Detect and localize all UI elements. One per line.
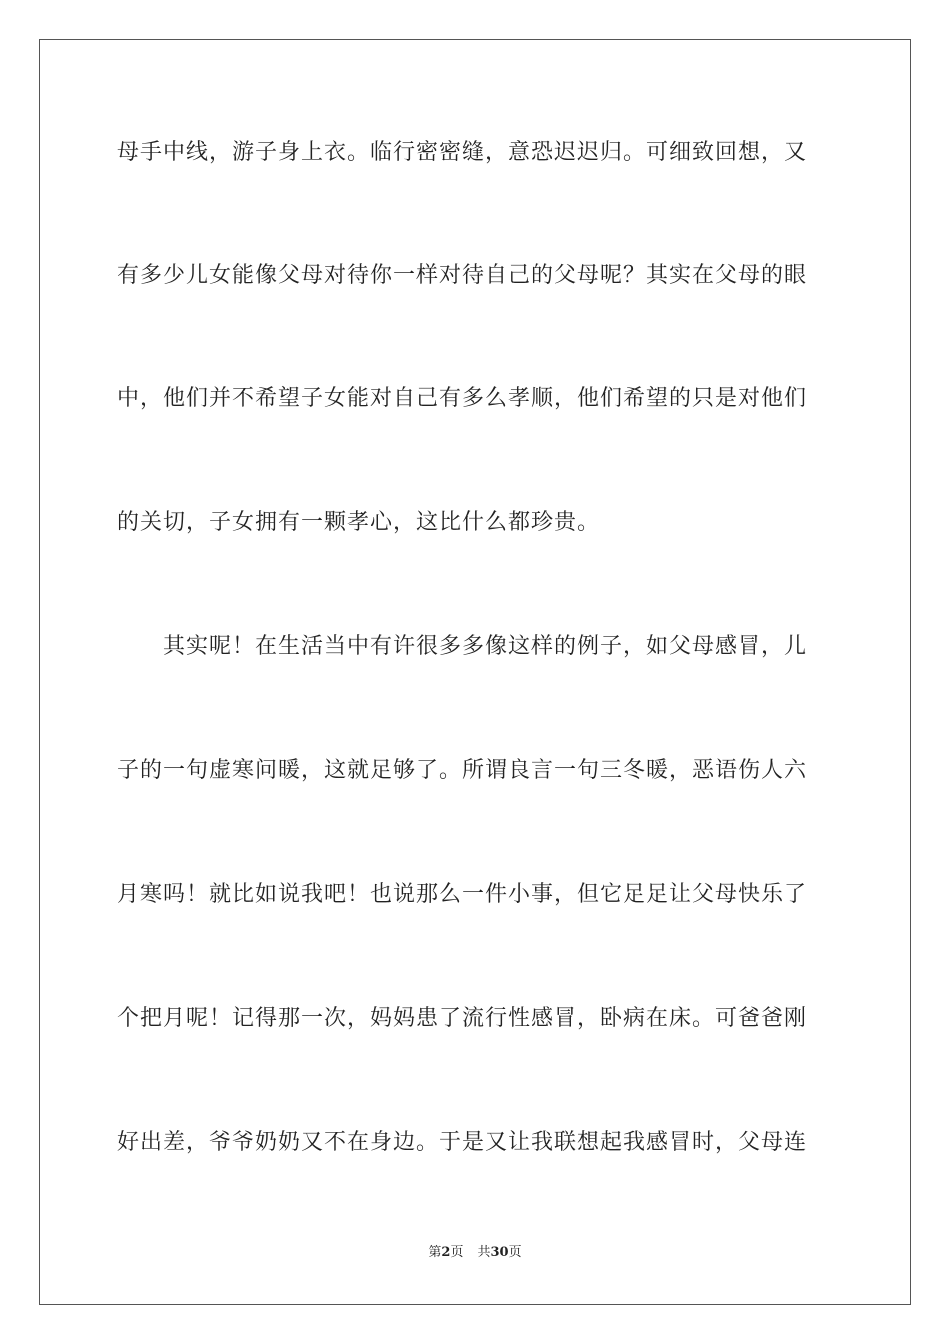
footer-page-current: 2 <box>441 1245 451 1260</box>
page-footer <box>0 1244 950 1262</box>
page-border <box>39 39 911 1305</box>
text-line-6: 子的一句虚寒问暖，这就足够了。所谓良言一句三冬暖，恶语伤人六 <box>117 758 808 783</box>
text-line-4: 的关切，子女拥有一颗孝心，这比什么都珍贵。 <box>117 510 601 535</box>
footer-page-prefix: 第 <box>428 1245 442 1260</box>
text-line-3: 中，他们并不希望子女能对自己有多么孝顺，他们希望的只是对他们 <box>117 386 808 411</box>
text-line-9: 好出差，爷爷奶奶又不在身边。于是又让我联想起我感冒时，父母连 <box>117 1130 808 1155</box>
footer-page-total: 30 <box>490 1245 509 1260</box>
footer-total-prefix: 共 <box>477 1245 491 1260</box>
text-line-2: 有多少儿女能像父母对待你一样对待自己的父母呢？其实在父母的眼 <box>117 263 808 288</box>
text-line-7: 月寒吗！就比如说我吧！也说那么一件小事，但它足足让父母快乐了 <box>117 882 808 907</box>
text-line-5-paragraph-start: 其实呢！在生活当中有许很多多像这样的例子，如父母感冒，儿 <box>163 634 808 659</box>
text-line-8: 个把月呢！记得那一次，妈妈患了流行性感冒，卧病在床。可爸爸刚 <box>117 1006 808 1031</box>
text-line-1: 母手中线，游子身上衣。临行密密缝，意恐迟迟归。可细致回想，又 <box>117 140 808 165</box>
footer-total-unit: 页 <box>508 1245 522 1260</box>
footer-page-unit: 页 <box>450 1245 464 1260</box>
